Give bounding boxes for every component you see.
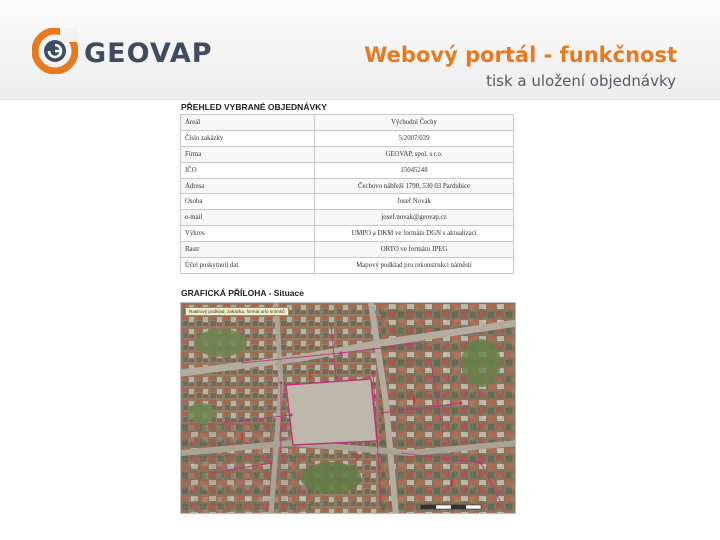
row-label: Účel poskytnutí dat — [181, 258, 315, 274]
map-legend-label: Rastrový podklad, zakázka, formát orto snímků — [185, 307, 289, 316]
table-row — [181, 194, 514, 210]
row-value: Mapový podklad pro rekonstrukci náměstí — [315, 258, 514, 274]
table-row — [181, 258, 514, 274]
table-row — [181, 226, 514, 242]
table-row — [181, 115, 514, 131]
row-value: Východní Čechy — [315, 115, 514, 131]
table-row — [181, 130, 514, 146]
geovap-logo-icon — [32, 28, 78, 74]
row-value: 5/2007/039 — [315, 130, 514, 146]
row-value: GEOVAP, spol. s r.o. — [315, 146, 514, 162]
row-value: Josef Novák — [315, 194, 514, 210]
order-details-table — [180, 114, 514, 274]
row-label: Osoba — [181, 194, 315, 210]
table-row — [181, 210, 514, 226]
table-row — [181, 162, 514, 178]
table-row — [181, 178, 514, 194]
table-row — [181, 146, 514, 162]
logo-wordmark: GEOVAP — [84, 38, 213, 69]
order-overview-heading: PŘEHLED VYBRANÉ OBJEDNÁVKY — [181, 102, 327, 112]
row-label: Adresa — [181, 178, 315, 194]
slide-subtitle: tisk a uložení objednávky — [486, 72, 676, 90]
row-value: Čechovo nábřeží 1790, 530 03 Pardubice — [315, 178, 514, 194]
row-value: ORTO ve formátu JPEG — [315, 242, 514, 258]
row-value: 15045248 — [315, 162, 514, 178]
row-label: Výkres — [181, 226, 315, 242]
situation-map — [180, 302, 516, 514]
row-label: e-mail — [181, 210, 315, 226]
slide-title: Webový portál - funkčnost — [364, 43, 677, 67]
graphic-attachment-heading: GRAFICKÁ PŘÍLOHA - Situace — [181, 288, 304, 298]
geovap-logo — [32, 28, 212, 76]
row-value: josef.novak@geovap.cz — [315, 210, 514, 226]
row-label: IČO — [181, 162, 315, 178]
order-print-preview — [178, 100, 516, 516]
aerial-orthophoto — [181, 303, 516, 514]
row-label: Rastr — [181, 242, 315, 258]
header-banner — [0, 0, 720, 100]
table-row — [181, 242, 514, 258]
row-label: Areál — [181, 115, 315, 131]
row-label: Číslo zakázky — [181, 130, 315, 146]
row-label: Firma — [181, 146, 315, 162]
row-value: UMPO a DKM ve formátu DGN s aktualizací — [315, 226, 514, 242]
